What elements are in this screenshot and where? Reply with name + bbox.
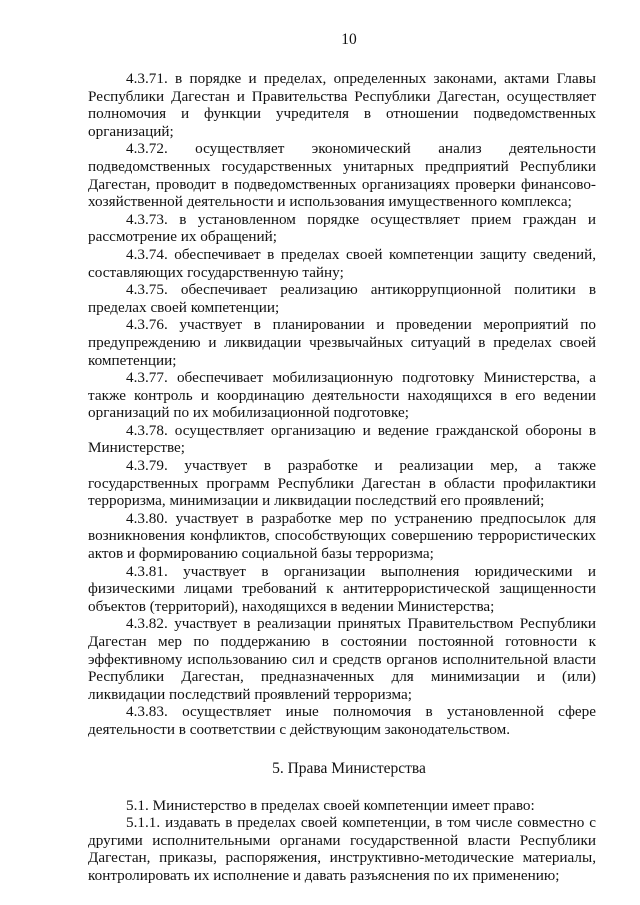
- section-title: 5. Права Министерства: [272, 759, 426, 777]
- paragraph-4-3-72: 4.3.72. осуществляет экономический анализ деятельности подведомственных государственных унитарных предприятий Республики Дагестан, проводит в подведомственных организациях проверки финансово-хозяйственной деятельности и использования имущественного комплекса;: [88, 140, 596, 211]
- paragraph-4-3-81: 4.3.81. участвует в организации выполнения юридическими и физическими лицами требований к антитеррористической защищенности объектов (территорий), находящихся в ведении Министерства;: [88, 562, 596, 615]
- paragraph-4-3-77: 4.3.77. обеспечивает мобилизационную подготовку Министерства, а также контроль и координацию деятельности находящихся в его ведении организаций по их мобилизационной подготовке;: [88, 369, 596, 422]
- paragraph-4-3-73: 4.3.73. в установленном порядке осуществляет прием граждан и рассмотрение их обращений;: [88, 210, 596, 246]
- paragraph-4-3-78: 4.3.78. осуществляет организацию и ведение гражданской обороны в Министерстве;: [88, 421, 596, 457]
- document-page: [88, 30, 596, 885]
- clauses-section-5: [88, 797, 596, 885]
- paragraph-4-3-82: 4.3.82. участвует в реализации принятых Правительством Республики Дагестан мер по поддержанию в состоянии постоянной готовности к эффективному использованию сил и средств органов исполнительной власти Республики Дагестан, предназначенных для минимизации и (или) ликвидации последствий проявлений терроризма;: [88, 615, 596, 703]
- paragraph-4-3-76: 4.3.76. участвует в планировании и проведении мероприятий по предупреждению и ликвидации чрезвычайных ситуаций в пределах своей компетенции;: [88, 316, 596, 369]
- paragraph-4-3-79: 4.3.79. участвует в разработке и реализации мер, а также государственных программ Республики Дагестан в области профилактики терроризма, минимизации и ликвидации последствий его проявлений;: [88, 457, 596, 510]
- paragraph-4-3-83: 4.3.83. осуществляет иные полномочия в установленной сфере деятельности в соответствии с действующим законодательством.: [88, 703, 596, 738]
- paragraph-4-3-75: 4.3.75. обеспечивает реализацию антикоррупционной политики в пределах своей компетенции;: [88, 281, 596, 316]
- page-number: 10: [341, 31, 357, 48]
- paragraph-5-1-1: 5.1.1. издавать в пределах своей компетенции, в том числе совместно с другими исполнительными органами государственной власти Республики Дагестан, приказы, распоряжения, инструктивно-методические материалы, контролировать их исполнение и давать разъяснения по их применению;: [88, 814, 596, 884]
- paragraph-4-3-71: 4.3.71. в порядке и пределах, определенных законами, актами Главы Республики Дагестан и Правительства Республики Дагестан, осуществляет полномочия и функции учредителя в отношении подведомственных организаций;: [88, 70, 596, 140]
- paragraph-5-1: 5.1. Министерство в пределах своей компетенции имеет право:: [126, 796, 535, 814]
- paragraph-4-3-74: 4.3.74. обеспечивает в пределах своей компетенции защиту сведений, составляющих государственную тайну;: [88, 245, 596, 281]
- clauses-section-4: [88, 70, 596, 739]
- paragraph-4-3-80: 4.3.80. участвует в разработке мер по устранению предпосылок для возникновения конфликтов, способствующих совершению террористических актов и формированию социальной базы терроризма;: [88, 509, 596, 563]
